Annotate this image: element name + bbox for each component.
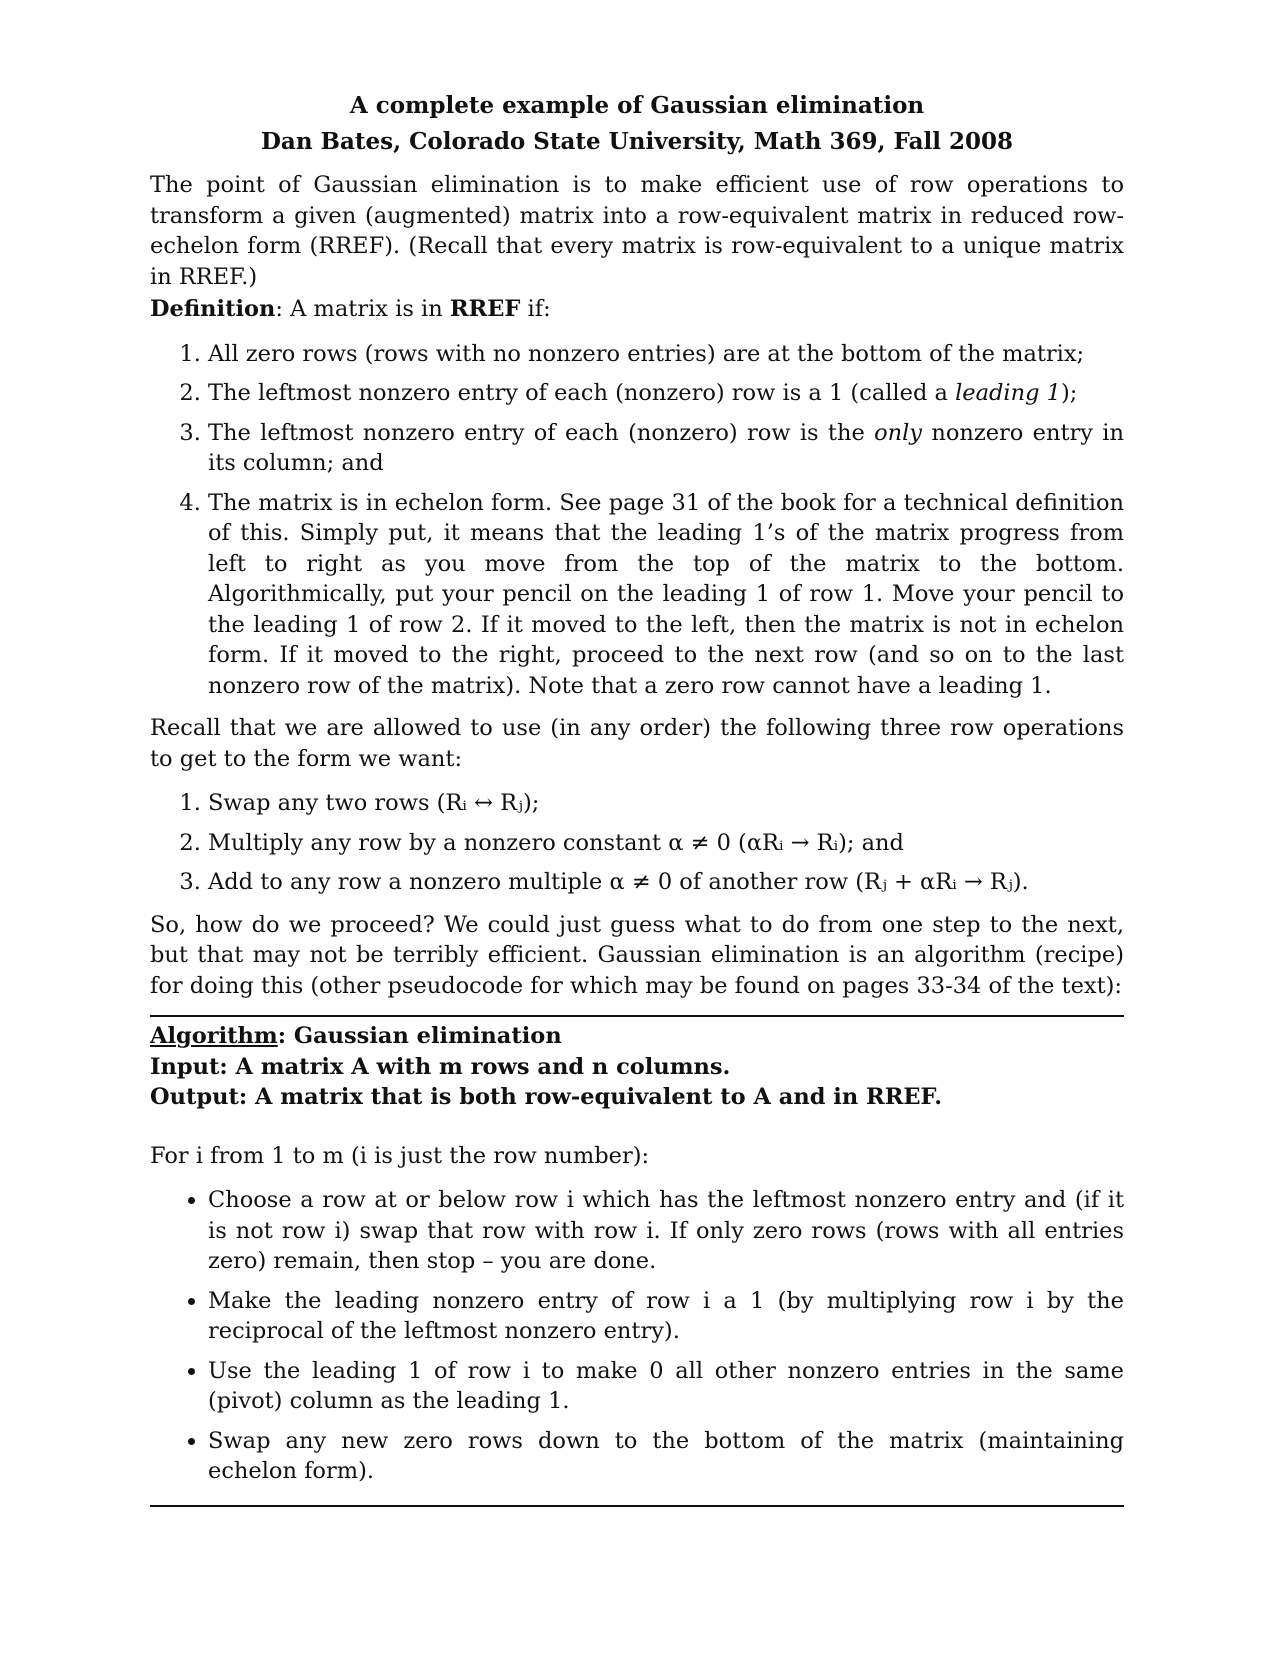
intro-paragraph: The point of Gaussian elimination is to make efficient use of row operations to transform a given (augmented) matrix into a row-equivalent matrix in reduced row-echelon form (RREF). (Recall that every matrix is row-equivalent to a unique matrix in RREF.) [150, 172, 1124, 290]
recall-paragraph: Recall that we are allowed to use (in any order) the following three row operations to get to the form we want: [150, 715, 1124, 772]
rref-condition-2-after: ); [1060, 380, 1078, 406]
document-title: A complete example of Gaussian elimination [349, 92, 925, 119]
algorithm-step-4: • Swap any new zero rows down to the bottom of the matrix (maintaining echelon form). [208, 1426, 1124, 1487]
document-page [150, 88, 1124, 1507]
row-operation-add: 3. Add to any row a nonzero multiple α ≠ 0 of another row (Rⱼ + αRᵢ → Rⱼ). [208, 867, 1124, 898]
algorithm-step-2: • Make the leading nonzero entry of row i a 1 (by multiplying row i by the reciprocal of the leftmost nonzero entry). [208, 1286, 1124, 1347]
algorithm-step-1: • Choose a row at or below row i which has the leftmost nonzero entry and (if it is not row i) swap that row with row i. If only zero rows (rows with all entries zero) remain, then stop – you are done. [208, 1185, 1124, 1277]
algorithm-steps-list [150, 1185, 1124, 1487]
rref-condition-4: 4. The matrix is in echelon form. See page 31 of the book for a technical definition of this. Simply put, it means that the leading 1’s of the matrix progress from left to right as you move from the top of the matrix to the bottom. Algorithmically, put your pencil on the leading 1 of row 1. Move your pencil to the leading 1 of row 2. If it moved to the left, then the matrix is not in echelon form. If it moved to the right, proceed to the next row (and so on to the last nonzero row of the matrix). Note that a zero row cannot have a leading 1. [208, 488, 1124, 702]
algorithm-name: : Gaussian elimination [277, 1023, 562, 1049]
algorithm-output: Output: A matrix that is both row-equivalent to A and in RREF. [150, 1084, 943, 1110]
algorithm-loop: For i from 1 to m (i is just the row number): [150, 1142, 650, 1169]
algorithm-label: Algorithm [150, 1023, 278, 1049]
rref-conditions-list [150, 339, 1124, 702]
definition-label: Definition [150, 296, 276, 322]
algorithm-box [150, 1015, 1124, 1507]
algorithm-heading [150, 1021, 1124, 1052]
rref-condition-2-emphasis: leading 1 [955, 380, 1061, 406]
rref-condition-1: 1. All zero rows (rows with no nonzero entries) are at the bottom of the matrix; [208, 339, 1124, 370]
algorithm-step-3: • Use the leading 1 of row i to make 0 all other nonzero entries in the same (pivot) column as the leading 1. [208, 1356, 1124, 1417]
row-operation-swap: 1. Swap any two rows (Rᵢ ↔ Rⱼ); [208, 788, 1124, 819]
algorithm-input: Input: A matrix A with m rows and n columns. [150, 1053, 731, 1080]
algorithm-spacer [150, 1113, 1124, 1141]
row-operation-scale: 2. Multiply any row by a nonzero constant α ≠ 0 (αRᵢ → Rᵢ); and [208, 828, 1124, 859]
rref-condition-3 [208, 418, 1124, 479]
rref-condition-3-before: The leftmost nonzero entry of each (nonzero) row is the [208, 419, 875, 446]
rref-condition-3-after: nonzero entry in its column; and [208, 419, 1124, 476]
definition-text-after: if: [520, 296, 551, 322]
proceed-paragraph: So, how do we proceed? We could just guess what to do from one step to the next, but that may not be terribly efficient. Gaussian elimination is an algorithm (recipe) for doing this (other pseudocode for which may be found on pages 33-34 of the text): [150, 911, 1124, 999]
title-block [150, 88, 1124, 160]
rref-condition-2 [208, 378, 1124, 409]
row-operations-list [150, 788, 1124, 898]
rref-condition-3-emphasis: only [874, 419, 923, 446]
document-byline: Dan Bates, Colorado State University, Math 369, Fall 2008 [260, 128, 1014, 155]
definition-text-before: : A matrix is in [275, 296, 450, 322]
definition-term: RREF [449, 296, 521, 322]
rref-condition-2-before: The leftmost nonzero entry of each (nonzero) row is a 1 (called a [208, 380, 956, 406]
definition-line [150, 294, 1124, 325]
